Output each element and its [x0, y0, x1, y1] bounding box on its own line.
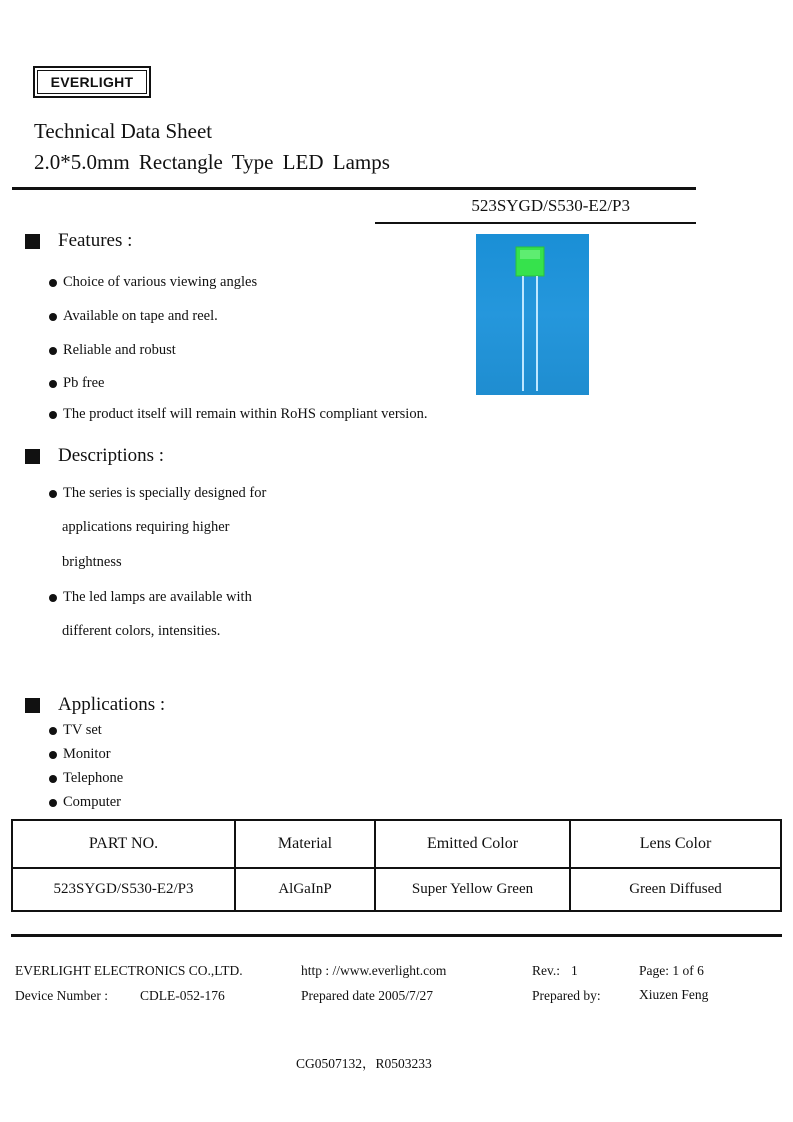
company-name: EVERLIGHT ELECTRONICS CO.,LTD.	[15, 963, 243, 978]
logo-text: EVERLIGHT	[37, 70, 147, 94]
table-header-cell: Lens Color	[571, 821, 780, 869]
bullet-icon	[49, 799, 57, 807]
square-bullet-icon	[25, 698, 40, 713]
applications-heading	[25, 694, 165, 716]
table-header-cell: PART NO.	[13, 821, 236, 869]
feature-text: Reliable and robust	[63, 342, 176, 358]
table-cell: AlGaInP	[236, 869, 376, 910]
page-indicator: Page: 1 of 6	[639, 963, 704, 978]
part-number: 523SYGD/S530-E2/P3	[471, 196, 630, 215]
bullet-icon	[49, 313, 57, 321]
part-table	[11, 819, 782, 912]
description-item	[49, 485, 266, 502]
product-photo	[476, 234, 589, 395]
prepared-date: Prepared date 2005/7/27	[301, 988, 433, 1003]
led-lamp-illustration	[476, 234, 589, 395]
application-item	[49, 770, 123, 787]
feature-item	[49, 406, 427, 423]
table-header-cell: Material	[236, 821, 376, 869]
description-text: The series is specially designed for	[63, 485, 267, 501]
description-text: The led lamps are available with	[63, 589, 252, 605]
bullet-icon	[49, 279, 57, 287]
website: http : //www.everlight.com	[301, 963, 447, 978]
bullet-icon	[49, 751, 57, 759]
bullet-icon	[49, 727, 57, 735]
bullet-icon	[49, 347, 57, 355]
bullet-icon	[49, 594, 57, 602]
feature-text: Pb free	[63, 375, 105, 391]
application-item	[49, 722, 102, 739]
everlight-logo	[33, 66, 151, 98]
square-bullet-icon	[25, 449, 40, 464]
header-rule	[12, 187, 696, 190]
device-number-value: CDLE-052-176	[140, 988, 225, 1003]
prepared-by-label: Prepared by:	[532, 988, 601, 1003]
prepared-by-value: Xiuzen Feng	[639, 987, 709, 1002]
feature-item	[49, 342, 176, 359]
part-number-rule	[375, 222, 696, 224]
applications-heading-text: Applications :	[58, 694, 166, 715]
rev-label: Rev.:	[532, 963, 560, 978]
features-heading	[25, 230, 132, 252]
application-text: Computer	[63, 794, 121, 810]
features-heading-text: Features :	[58, 230, 133, 251]
device-number-label: Device Number :	[15, 988, 108, 1003]
feature-item	[49, 308, 218, 325]
document-title: Technical Data Sheet	[34, 119, 213, 143]
description-text: brightness	[62, 554, 122, 570]
application-text: Telephone	[63, 770, 124, 786]
application-item	[49, 746, 111, 763]
rev-value: 1	[571, 963, 578, 978]
table-cell: Super Yellow Green	[376, 869, 571, 910]
application-item	[49, 794, 121, 811]
application-text: TV set	[63, 722, 102, 738]
table-cell: Green Diffused	[629, 881, 722, 897]
feature-text: Choice of various viewing angles	[63, 274, 258, 290]
description-text: applications requiring higher	[62, 519, 230, 535]
bullet-icon	[49, 411, 57, 419]
document-subtitle: 2.0*5.0mm Rectangle Type LED Lamps	[34, 150, 390, 174]
descriptions-heading-text: Descriptions :	[58, 445, 165, 466]
application-text: Monitor	[63, 746, 111, 762]
bullet-icon	[49, 775, 57, 783]
bullet-icon	[49, 380, 57, 388]
description-text: different colors, intensities.	[62, 623, 221, 639]
feature-item	[49, 375, 104, 392]
feature-text: The product itself will remain within RoHS compliant version.	[63, 406, 428, 422]
document-codes: CG0507132，R0503233	[296, 1056, 432, 1071]
table-cell: 523SYGD/S530-E2/P3	[13, 869, 236, 910]
description-item	[49, 589, 252, 606]
feature-item	[49, 274, 257, 291]
square-bullet-icon	[25, 234, 40, 249]
descriptions-heading	[25, 445, 164, 467]
table-header-cell: Emitted Color	[376, 821, 571, 869]
bullet-icon	[49, 490, 57, 498]
footer-rule	[11, 934, 782, 937]
feature-text: Available on tape and reel.	[63, 308, 218, 324]
